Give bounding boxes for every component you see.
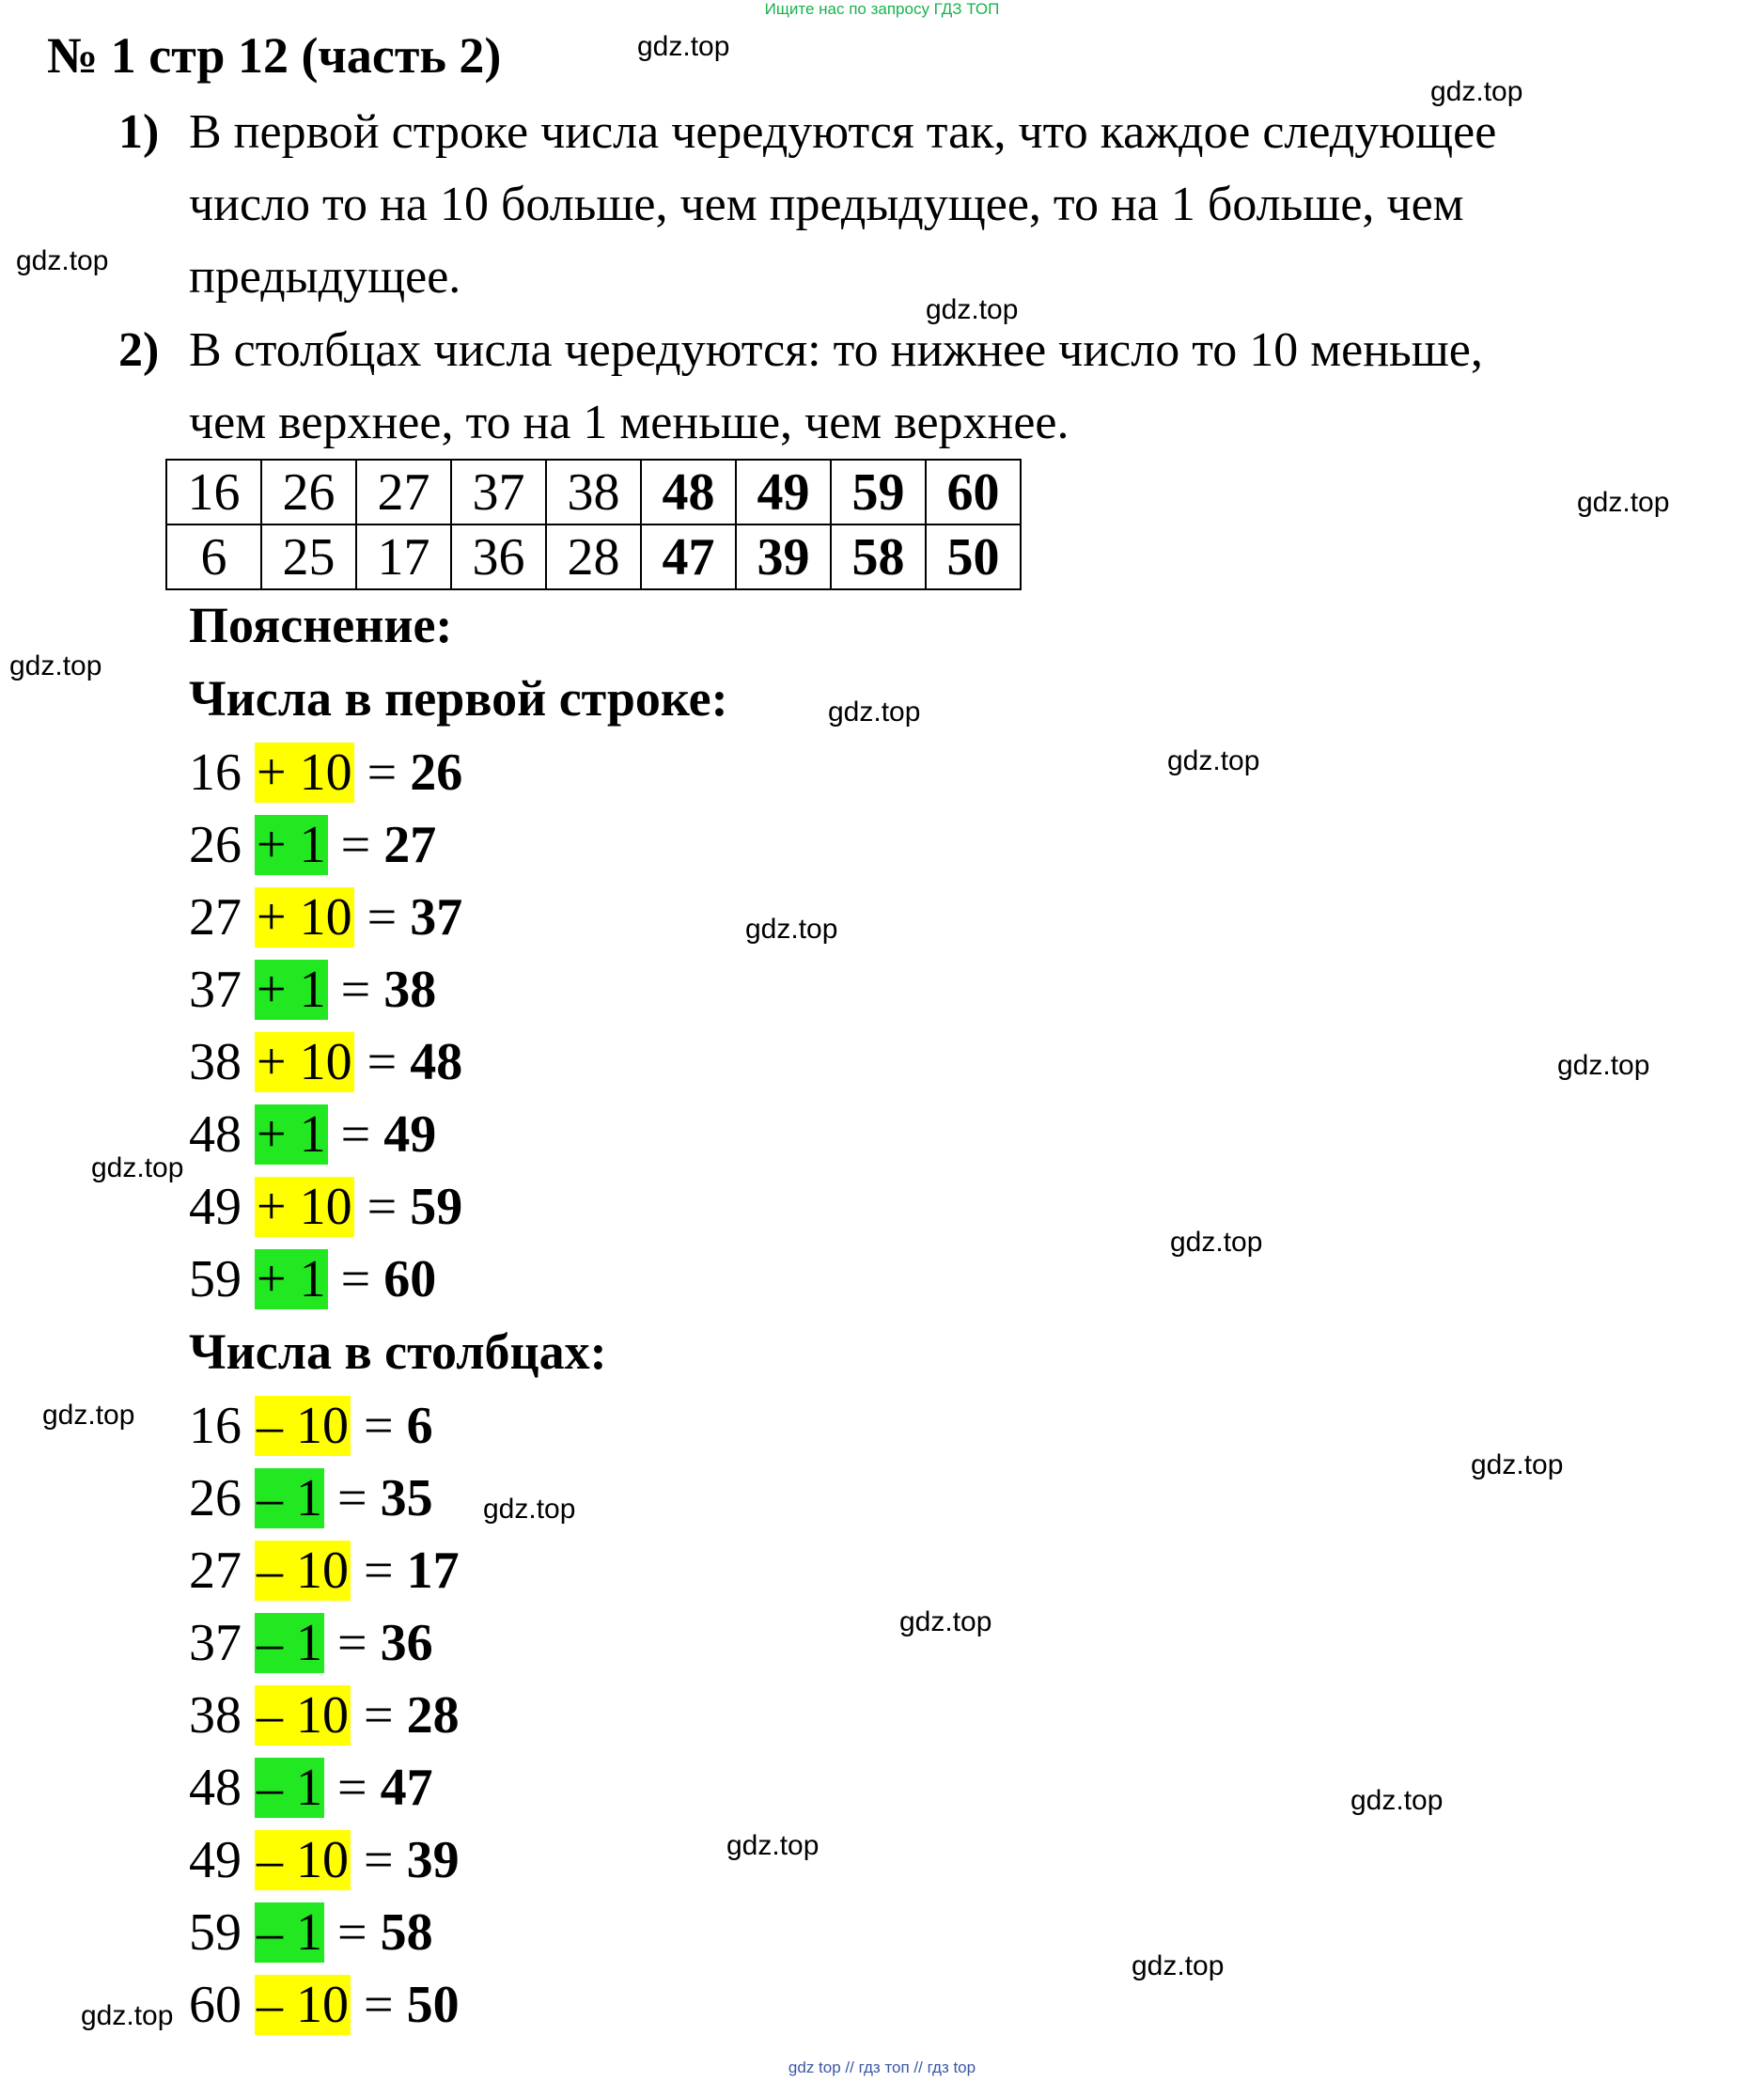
- table-cell: 49: [736, 460, 831, 524]
- watermark: gdz.top: [9, 650, 102, 681]
- watermark: gdz.top: [1557, 1050, 1650, 1081]
- col-equation: 37 – 1 = 36: [189, 1614, 433, 1672]
- row-equation: 37 + 1 = 38: [189, 961, 437, 1019]
- table-cell: 38: [546, 460, 641, 524]
- watermark: gdz.top: [16, 245, 109, 276]
- table-cell: 47: [641, 524, 736, 589]
- watermark: gdz.top: [1167, 745, 1260, 776]
- item-1-line-1: В первой строке числа чередуются так, что каждое следующее: [189, 105, 1497, 159]
- watermark: gdz.top: [1430, 76, 1523, 107]
- row-equation: 49 + 10 = 59: [189, 1178, 463, 1236]
- row-equation: 27 + 10 = 37: [189, 888, 463, 947]
- table-cell: 36: [451, 524, 546, 589]
- item-2-number: 2): [118, 323, 160, 377]
- table-cell: 37: [451, 460, 546, 524]
- watermark: gdz.top: [926, 294, 1019, 325]
- watermark: gdz.top: [726, 1830, 820, 1861]
- table-row-top: [166, 460, 1021, 524]
- col-equation: 49 – 10 = 39: [189, 1831, 460, 1889]
- watermark: gdz.top: [81, 2000, 174, 2031]
- row-equation: 59 + 1 = 60: [189, 1250, 437, 1308]
- row-equation: 38 + 10 = 48: [189, 1033, 463, 1091]
- watermark: gdz.top: [828, 697, 921, 728]
- table-cell: 48: [641, 460, 736, 524]
- col-equation: 27 – 10 = 17: [189, 1542, 460, 1600]
- page-title: № 1 стр 12 (часть 2): [47, 27, 502, 84]
- watermark: gdz.top: [899, 1606, 992, 1637]
- table-cell: 28: [546, 524, 641, 589]
- col-equation: 38 – 10 = 28: [189, 1686, 460, 1745]
- item-1-line-2: число то на 10 больше, чем предыдущее, то на 1 больше, чем: [189, 178, 1464, 231]
- table-cell: 6: [166, 524, 261, 589]
- watermark: gdz.top: [483, 1494, 576, 1525]
- top-banner: Ищите нас по запросу ГДЗ ТОП: [764, 0, 1000, 18]
- table-cell: 39: [736, 524, 831, 589]
- col-equation: 26 – 1 = 35: [189, 1469, 433, 1527]
- table-cell: 50: [926, 524, 1021, 589]
- item-2-line-2: чем верхнее, то на 1 меньше, чем верхнее.: [189, 396, 1069, 449]
- item-2-line-1: В столбцах числа чередуются: то нижнее число то 10 меньше,: [189, 323, 1483, 377]
- col-equation: 48 – 1 = 47: [189, 1759, 433, 1817]
- row-equation: 16 + 10 = 26: [189, 744, 463, 802]
- watermark: gdz.top: [1350, 1785, 1444, 1816]
- watermark: gdz.top: [1577, 487, 1670, 518]
- table-cell: 59: [831, 460, 926, 524]
- table-cell: 27: [356, 460, 451, 524]
- table-cell: 60: [926, 460, 1021, 524]
- table-row-bottom: [166, 524, 1021, 589]
- table-cell: 16: [166, 460, 261, 524]
- item-1-number: 1): [118, 105, 160, 159]
- item-1-line-3: предыдущее.: [189, 250, 461, 304]
- table-cell: 26: [261, 460, 356, 524]
- row-equation: 48 + 1 = 49: [189, 1105, 437, 1164]
- row-equation: 26 + 1 = 27: [189, 816, 437, 874]
- table-cell: 58: [831, 524, 926, 589]
- explanation-heading: Пояснение:: [189, 597, 453, 653]
- table-cell: 25: [261, 524, 356, 589]
- watermark: gdz.top: [745, 914, 838, 945]
- watermark: gdz.top: [1170, 1227, 1263, 1258]
- col-equation: 59 – 1 = 58: [189, 1903, 433, 1962]
- cols-heading: Числа в столбцах:: [189, 1323, 607, 1380]
- bottom-banner: gdz top // гдз топ // гдз top: [788, 2059, 976, 2076]
- watermark: gdz.top: [42, 1400, 135, 1431]
- watermark: gdz.top: [1471, 1449, 1564, 1480]
- watermark: gdz.top: [1132, 1950, 1225, 1981]
- watermark: gdz.top: [637, 31, 730, 62]
- watermark: gdz.top: [91, 1152, 184, 1183]
- col-equation: 60 – 10 = 50: [189, 1976, 460, 2034]
- number-table: [165, 459, 1022, 590]
- col-equation: 16 – 10 = 6: [189, 1397, 433, 1455]
- rows-heading: Числа в первой строке:: [189, 670, 728, 727]
- table-cell: 17: [356, 524, 451, 589]
